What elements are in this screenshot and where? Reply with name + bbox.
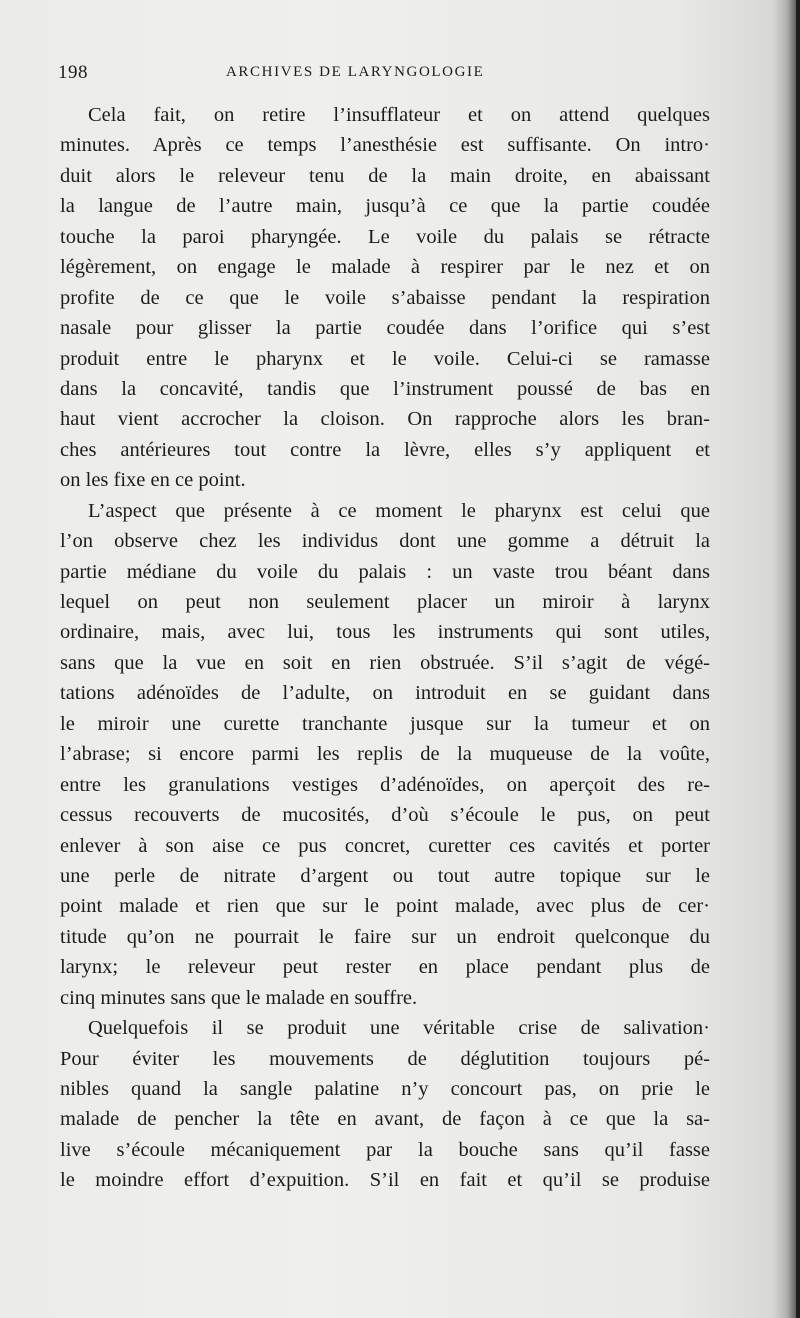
text-line: L’aspect que présente à ce moment le pharynx est celui que xyxy=(88,499,710,522)
text-line: partie médiane du voile du palais : un vaste trou béant dans xyxy=(60,560,710,583)
text-line: le moindre effort d’expuition. S’il en fait et qu’il se produise xyxy=(60,1169,710,1192)
text-line: nasale pour glisser la partie coudée dans l’orifice qui s’est xyxy=(60,317,710,340)
text-line: cinq minutes sans que le malade en souffre. xyxy=(60,986,418,1009)
running-title: ARCHIVES DE LARYNGOLOGIE xyxy=(226,64,485,80)
text-line: l’on observe chez les individus dont une gomme a détruit la xyxy=(60,530,710,553)
text-line: Quelquefois il se produit une véritable crise de salivation· xyxy=(88,1017,710,1040)
text-line: malade de pencher la tête en avant, de façon à ce que la sa- xyxy=(60,1108,710,1131)
text-line: duit alors le releveur tenu de la main droite, en abaissant xyxy=(60,164,710,187)
text-line: Pour éviter les mouvements de déglutition toujours pé- xyxy=(60,1047,710,1070)
text-line: tations adénoïdes de l’adulte, on introduit en se guidant dans xyxy=(60,682,710,705)
text-line: Cela fait, on retire l’insufflateur et on attend quelques xyxy=(88,104,710,126)
paragraph xyxy=(60,100,710,496)
text-line: live s’écoule mécaniquement par la bouche sans qu’il fasse xyxy=(60,1138,710,1161)
page-header xyxy=(58,62,726,86)
text-line: entre les granulations vestiges d’adénoïdes, on aperçoit des re- xyxy=(60,773,710,796)
text-line: larynx; le releveur peut rester en place pendant plus de xyxy=(60,956,710,979)
text-line: titude qu’on ne pourrait le faire sur un endroit quelconque du xyxy=(60,925,710,948)
text-line: l’abrase; si encore parmi les replis de la muqueuse de la voûte, xyxy=(60,743,710,766)
text-line: dans la concavité, tandis que l’instrument poussé de bas en xyxy=(60,377,710,400)
text-line: le miroir une curette tranchante jusque sur la tumeur et on xyxy=(60,712,710,735)
page-edge-strip xyxy=(796,0,800,1318)
text-line: nibles quand la sangle palatine n’y concourt pas, on prie le xyxy=(60,1078,710,1100)
text-line: on les fixe en ce point. xyxy=(60,469,246,492)
text-line: sans que la vue en soit en rien obstruée. S’il s’agit de végé- xyxy=(60,651,710,674)
text-line: minutes. Après ce temps l’anesthésie est suffisante. On intro· xyxy=(60,134,710,157)
text-line: cessus recouverts de mucosités, d’où s’écoule le pus, on peut xyxy=(60,804,710,827)
text-line: légèrement, on engage le malade à respirer par le nez et on xyxy=(60,256,710,279)
text-line: haut vient accrocher la cloison. On rapproche alors les bran- xyxy=(60,408,710,431)
paragraph xyxy=(60,1013,710,1196)
body-text xyxy=(60,100,710,1196)
text-line: ordinaire, mais, avec lui, tous les instruments qui sont utiles, xyxy=(60,621,710,644)
text-line: profite de ce que le voile s’abaisse pendant la respiration xyxy=(60,286,710,309)
text-line: une perle de nitrate d’argent ou tout autre topique sur le xyxy=(60,864,710,887)
text-line: touche la paroi pharyngée. Le voile du palais se rétracte xyxy=(60,225,710,248)
text-line: lequel on peut non seulement placer un miroir à larynx xyxy=(60,591,710,613)
text-line: point malade et rien que sur le point malade, avec plus de cer· xyxy=(60,895,710,918)
text-line: la langue de l’autre main, jusqu’à ce que la partie coudée xyxy=(60,195,710,218)
text-line: enlever à son aise ce pus concret, curetter ces cavités et porter xyxy=(60,834,710,857)
text-line: produit entre le pharynx et le voile. Celui-ci se ramasse xyxy=(60,347,710,370)
text-line: ches antérieures tout contre la lèvre, elles s’y appliquent et xyxy=(60,438,710,461)
page-number: 198 xyxy=(58,62,88,83)
paragraph xyxy=(60,496,710,1013)
